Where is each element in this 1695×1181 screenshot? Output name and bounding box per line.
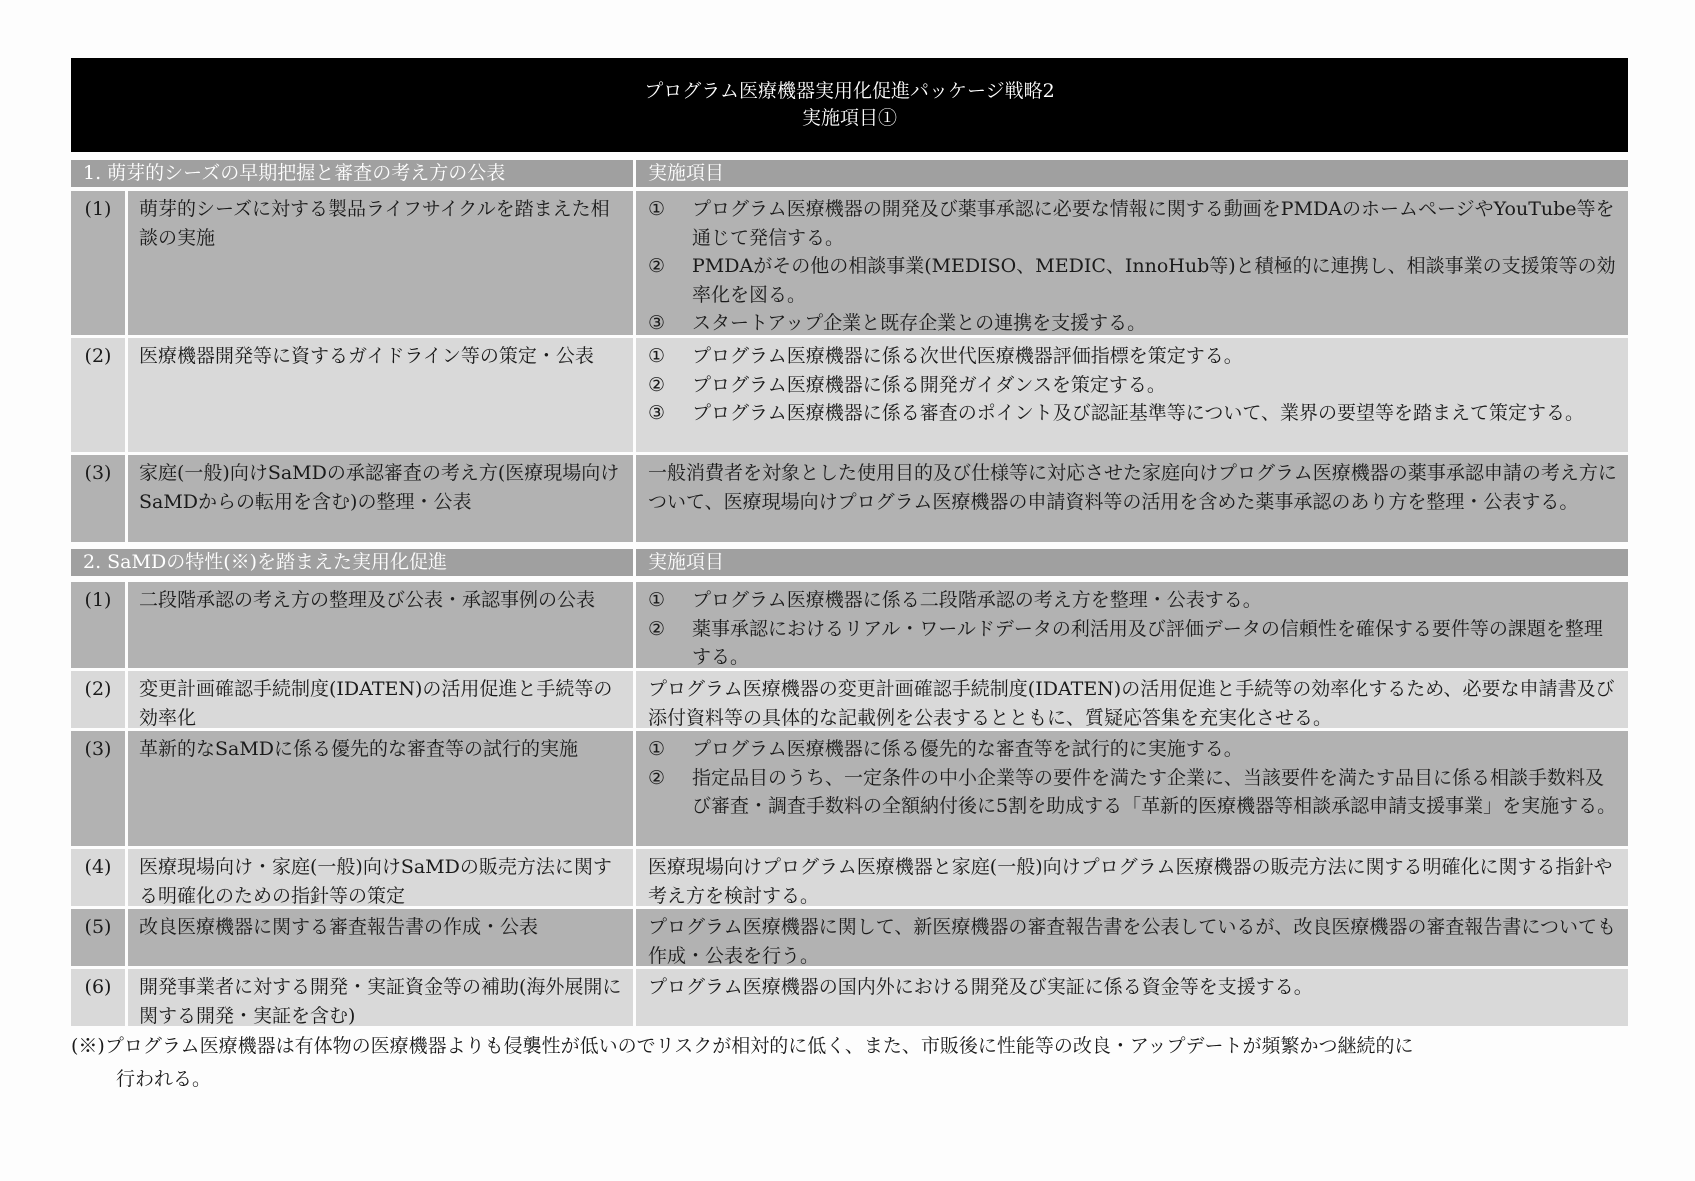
table-row [71, 191, 1628, 335]
row-number: (6) [71, 969, 125, 1026]
table-row [71, 582, 1628, 668]
row-title: 二段階承認の考え方の整理及び公表・承認事例の公表 [128, 582, 633, 668]
row-title: 変更計画確認手続制度(IDATEN)の活用促進と手続等の効率化 [128, 671, 633, 728]
list-item [648, 735, 1620, 764]
list-item [648, 195, 1620, 252]
item-text: プログラム医療機器に係る開発ガイダンスを策定する。 [692, 373, 1166, 396]
row-items [636, 338, 1628, 452]
section2-column-heading: 実施項目 [636, 549, 1628, 576]
row-number: (2) [71, 338, 125, 452]
item-text: プログラム医療機器に係る二段階承認の考え方を整理・公表する。 [692, 589, 1262, 611]
item-marker: ② [648, 373, 666, 396]
list-item [648, 309, 1620, 335]
row-description: 医療現場向けプログラム医療機器と家庭(一般)向けプログラム医療機器の販売方法に関する明確化に関する指針や考え方を検討する。 [636, 849, 1628, 906]
section1-heading: 1. 萌芽的シーズの早期把握と審査の考え方の公表 [71, 160, 633, 187]
item-marker: ① [648, 738, 666, 760]
item-text: 指定品目のうち、一定条件の中小企業等の要件を満たす企業に、当該要件を満たす品目に係る相談手数料及び審査・調査手数料の全額納付後に5割を助成する「革新的医療機器等相談承認申請支援事業」を実施する。 [692, 766, 1617, 817]
item-text: プログラム医療機器の開発及び薬事承認に必要な情報に関する動画をPMDAのホームページやYouTube等を通じて発信する。 [692, 198, 1615, 249]
row-title: 革新的なSaMDに係る優先的な審査等の試行的実施 [128, 731, 633, 846]
row-title: 萌芽的シーズに対する製品ライフサイクルを踏まえた相談の実施 [128, 191, 633, 335]
row-number: (1) [71, 582, 125, 668]
row-description: 一般消費者を対象とした使用目的及び仕様等に対応させた家庭向けプログラム医療機器の薬事承認申請の考え方について、医療現場向けプログラム医療機器の申請資料等の活用を含めた薬事承認のあり方を整理・公表する。 [636, 455, 1628, 542]
section2-heading: 2. SaMDの特性(※)を踏まえた実用化促進 [71, 549, 633, 576]
item-marker: ③ [648, 402, 666, 424]
title-banner [71, 58, 1628, 152]
row-title: 開発事業者に対する開発・実証資金等の補助(海外展開に関する開発・実証を含む) [128, 969, 633, 1026]
row-number: (4) [71, 849, 125, 906]
item-text: プログラム医療機器に係る審査のポイント及び認証基準等について、業界の要望等を踏まえて策定する。 [692, 402, 1585, 424]
row-title: 家庭(一般)向けSaMDの承認審査の考え方(医療現場向けSaMDからの転用を含む)の整理・公表 [128, 455, 633, 542]
footnote-line: 行われる。 [116, 1068, 212, 1090]
list-item [648, 586, 1620, 615]
table-row [71, 338, 1628, 452]
row-description: プログラム医療機器の国内外における開発及び実証に係る資金等を支援する。 [636, 969, 1628, 1026]
item-text: 薬事承認におけるリアル・ワールドデータの利活用及び評価データの信頼性を確保する要件等の課題を整理する。 [692, 617, 1603, 668]
document-title: プログラム医療機器実用化促進パッケージ戦略2 [644, 80, 1055, 102]
row-number: (1) [71, 191, 125, 335]
item-marker: ① [648, 589, 666, 611]
row-items [636, 582, 1628, 668]
table-row [71, 455, 1628, 542]
table-row [71, 909, 1628, 966]
table-row [71, 731, 1628, 846]
item-marker: ① [648, 198, 666, 220]
item-marker: ② [648, 617, 666, 640]
list-item [648, 371, 1620, 400]
list-item [648, 342, 1620, 371]
table-row [71, 969, 1628, 1026]
row-title: 医療機器開発等に資するガイドライン等の策定・公表 [128, 338, 633, 452]
row-title: 改良医療機器に関する審査報告書の作成・公表 [128, 909, 633, 966]
row-number: (5) [71, 909, 125, 966]
row-title: 医療現場向け・家庭(一般)向けSaMDの販売方法に関する明確化のための指針等の策定 [128, 849, 633, 906]
item-text: PMDAがその他の相談事業(MEDISO、MEDIC、InnoHub等)と積極的に連携し、相談事業の支援策等の効率化を図る。 [692, 255, 1616, 306]
document-subtitle: 実施項目① [801, 107, 897, 129]
row-items [636, 191, 1628, 335]
item-marker: ① [648, 345, 666, 367]
table-row [71, 849, 1628, 906]
item-text: プログラム医療機器に係る次世代医療機器評価指標を策定する。 [692, 345, 1243, 367]
footnote-line: (※)プログラム医療機器は有体物の医療機器よりも侵襲性が低いのでリスクが相対的に低く、また、市販後に性能等の改良・アップデートが頻繁かつ継続的に [71, 1035, 1414, 1057]
list-item [648, 615, 1620, 669]
list-item [648, 252, 1620, 309]
footnote [71, 1030, 1631, 1096]
row-number: (2) [71, 671, 125, 728]
list-item [648, 399, 1620, 428]
section1-column-heading: 実施項目 [636, 160, 1628, 187]
row-description: プログラム医療機器に関して、新医療機器の審査報告書を公表しているが、改良医療機器の審査報告書についても作成・公表を行う。 [636, 909, 1628, 966]
row-description: プログラム医療機器の変更計画確認手続制度(IDATEN)の活用促進と手続等の効率化するため、必要な申請書及び添付資料等の具体的な記載例を公表するとともに、質疑応答集を充実化させる。 [636, 671, 1628, 728]
row-number: (3) [71, 731, 125, 846]
row-number: (3) [71, 455, 125, 542]
item-marker: ② [648, 766, 666, 789]
item-marker: ② [648, 255, 666, 277]
item-text: プログラム医療機器に係る優先的な審査等を試行的に実施する。 [692, 738, 1243, 760]
table-row [71, 671, 1628, 728]
item-marker: ③ [648, 312, 666, 334]
row-items [636, 731, 1628, 846]
list-item [648, 764, 1620, 821]
item-text: スタートアップ企業と既存企業との連携を支援する。 [692, 312, 1147, 334]
